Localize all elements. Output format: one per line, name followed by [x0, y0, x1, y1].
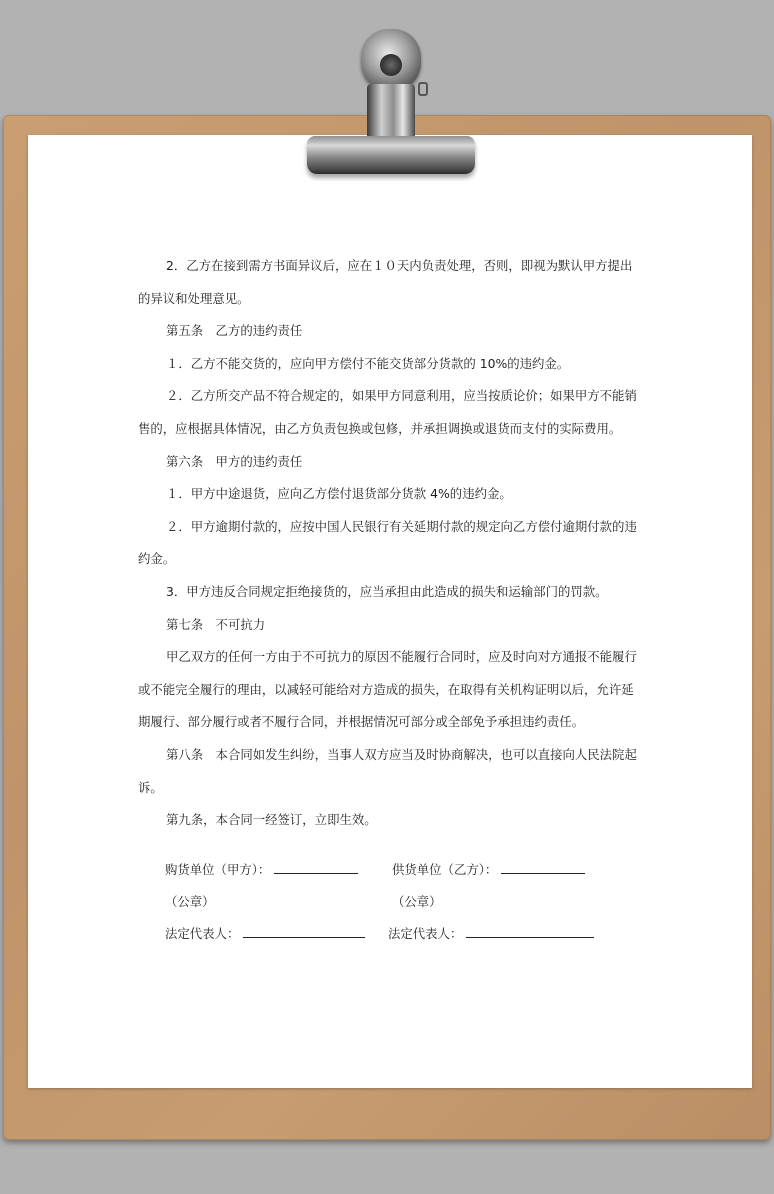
buyer-rep-row [165, 924, 365, 942]
supplier-rep-row [388, 924, 594, 942]
clause-heading: 第六条 甲方的违约责任 [166, 453, 303, 469]
binder-clip-plate [307, 136, 475, 174]
clause-paragraph: ２．乙方所交产品不符合规定的，如果甲方同意利用，应当按质论价；如果甲方不能销售的，应根据具体情况，由乙方负责包换或包修，并承担调换或退货而支付的实际费用。 [138, 388, 637, 436]
clause-paragraph: 3．甲方违反合同规定拒绝接货的，应当承担由此造成的损失和运输部门的罚款。 [166, 583, 608, 599]
supplier-seal: （公章） [392, 894, 442, 909]
clause-paragraph: １．乙方不能交货的，应向甲方偿付不能交货部分货款的 10%的违约金。 [166, 355, 570, 371]
binder-clip-rivet [380, 54, 402, 76]
clause-paragraph: 第八条 本合同如发生纠纷，当事人双方应当及时协商解决，也可以直接向人民法院起诉。 [138, 746, 637, 795]
buyer-rep-label: 法定代表人： [165, 926, 240, 941]
supplier-unit-blank [501, 860, 585, 874]
clause-paragraph: 第九条，本合同一经签订，立即生效。 [166, 812, 377, 828]
buyer-seal: （公章） [165, 894, 215, 909]
buyer-rep-blank [243, 924, 365, 938]
clause-heading: 第七条 不可抗力 [166, 616, 266, 632]
supplier-rep-blank [466, 924, 594, 938]
supplier-unit-label: 供货单位（乙方）： [392, 862, 498, 877]
clause-paragraph: ２．甲方逾期付款的，应按中国人民银行有关延期付款的规定向乙方偿付逾期付款的违约金。 [138, 518, 637, 567]
binder-clip-neck [367, 84, 415, 140]
clause-paragraph: １．甲方中途退货，应向乙方偿付退货部分货款 4%的违约金。 [166, 486, 512, 502]
buyer-unit-row [165, 860, 358, 878]
supplier-unit-row [392, 860, 585, 878]
contract-body [138, 250, 638, 837]
binder-clip-spring [418, 82, 428, 96]
clause-paragraph: 甲乙双方的任何一方由于不可抗力的原因不能履行合同时，应及时向对方通报不能履行或不能完全履行的理由，以减轻可能给对方造成的损失，在取得有关机构证明以后，允许延期履行、部分履行或者不履行合同，并根据情况可部分或全部免予承担违约责任。 [138, 649, 637, 730]
buyer-unit-label: 购货单位（甲方）： [165, 862, 271, 877]
supplier-rep-label: 法定代表人： [388, 926, 463, 941]
clause-heading: 第五条 乙方的违约责任 [166, 323, 303, 339]
clause-paragraph: 2．乙方在接到需方书面异议后，应在１０天内负责处理，否则，即视为默认甲方提出的异议和处理意见。 [138, 258, 633, 306]
buyer-unit-blank [274, 860, 358, 874]
